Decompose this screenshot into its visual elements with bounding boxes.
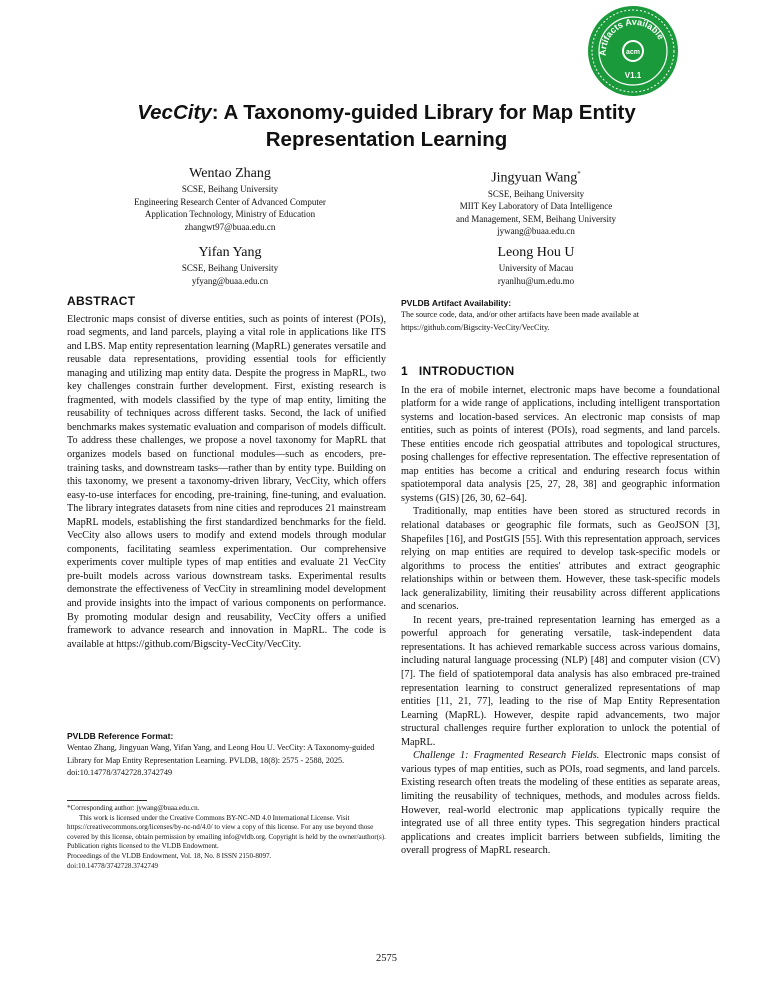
- intro-paragraph: Traditionally, map entities have been stored as structured records in relational databases or geographic file formats, such as GeoJSON [3], Shapefiles [16], and PostGIS [55]. With this representation approach, services relying on map entities are required to develop task-specific models or algorithms to process the entities' attributes and extract geographic relationships within or between them. However, these task-specific models lack generalizability, limiting their reusability across different applications and scenarios.: [401, 506, 720, 613]
- author-affiliation: University of Macau: [498, 263, 574, 273]
- author-affiliation: SCSE, Beihang University: [487, 188, 585, 199]
- author-email: yfyang@buaa.edu.cn: [191, 275, 269, 286]
- author-name: Jingyuan Wang*: [491, 170, 581, 186]
- page-number: 2575: [376, 953, 397, 964]
- artifact-heading: PVLDB Artifact Availability:: [401, 298, 512, 308]
- acm-logo: acm: [625, 49, 641, 56]
- artifacts-available-badge: [586, 4, 680, 98]
- author-block: [80, 244, 380, 287]
- intro-paragraph: In recent years, pre-trained representation learning has emerged as a powerful approach for generating versatile, task-independent data representations. It has achieved remarkable success across various domains, including natural language processing (NLP) [48] and computer vision (CV) [7]. The field of spatiotemporal data analysis has also embraced pre-trained representation learning to construct generalized representations of map entities [11, 21, 77], leading to the rise of Map Entity Representation Learning (MapRL). However, despite rapid advancements, two major structural challenges require further exploration to unlock the potential of MapRL.: [401, 614, 720, 748]
- paper-title: [60, 99, 713, 153]
- abstract-heading: ABSTRACT: [67, 294, 136, 308]
- author-affiliation: SCSE, Beihang University: [181, 184, 279, 194]
- artifact-text: The source code, data, and/or other artifacts have been made available at https://github.com/Bigscity-VecCity/VecCity.: [401, 310, 640, 332]
- intro-paragraph: In the era of mobile internet, electronic maps have become a foundational platform for a wide range of applications, including intelligent transportation systems and location-based services. An electronic map consists of map entities, such as points of interest (POIs), road segments, and land parcels. These entities encode rich geospatial attributes and topological structures, posing challenges for effective representation. The effective representation of map entities has become a critical and enduring research focus within spatiotemporal data analysis [25, 27, 28, 38] and geographic information systems (GIS) [26, 30, 62–64].: [401, 384, 720, 504]
- author-email: ryanlhu@um.edu.mo: [497, 275, 575, 286]
- author-block: [80, 165, 380, 233]
- title-rest: : A Taxonomy-guided Library for Map Entity Representation Learning: [211, 101, 636, 151]
- title-library-name: VecCity: [137, 101, 212, 124]
- footnote-proceedings: Proceedings of the VLDB Endowment, Vol. 18, No. 8 ISSN 2150-8097.: [67, 851, 272, 860]
- challenge-title: Challenge 1: Fragmented Research Fields.: [413, 750, 600, 762]
- author-affiliation: Engineering Research Center of Advanced Computer: [134, 196, 326, 207]
- author-name: Yifan Yang: [198, 245, 262, 260]
- footnote-doi: doi:10.14778/3742728.3742749: [67, 861, 159, 870]
- intro-paragraph: Challenge 1: Fragmented Research Fields. Electronic maps consist of various types of map entities, such as POIs, road segments, and land parcels. Existing research often treats the modeling of these entities as separate areas, limiting the reusability of techniques, methods, and modules across fields. However, real-world electronic map applications typically require the integrated use of all three entity types. This segregation hinders practical applications and creates implicit barriers between subfields, limiting the overall progress of MapRL research.: [401, 750, 720, 857]
- left-column: [67, 295, 386, 651]
- author-affiliation: Application Technology, Ministry of Education: [144, 209, 316, 220]
- badge-version: V1.1: [624, 71, 642, 80]
- introduction-section: [401, 365, 720, 858]
- author-affiliation: and Management, SEM, Beihang University: [456, 213, 616, 224]
- footnote-license: This work is licensed under the Creative Commons BY-NC-ND 4.0 International License. Visit https://creativecommons.org/licenses/by-nc-nd/4.0/ to view a copy of this license. For any use beyond those covered by this license, obtain permission by emailing info@vldb.org. Copyright is held by the owner/author(s). Publication rights licensed to the VLDB Endowment.: [67, 813, 386, 851]
- author-name: Leong Hou U: [497, 245, 575, 260]
- author-affiliation: MIIT Key Laboratory of Data Intelligence: [459, 201, 613, 212]
- author-email: zhangwt97@buaa.edu.cn: [184, 221, 276, 232]
- reference-doi: doi:10.14778/3742728.3742749: [67, 768, 173, 778]
- badge-text: Artifacts Available: [597, 16, 667, 57]
- reference-format: [67, 730, 386, 780]
- reference-text: Wentao Zhang, Jingyuan Wang, Yifan Yang, and Leong Hou U. VecCity: A Taxonomy-guided Library for Map Entity Representation Learning. PVLDB, 18(8): 2575 - 2588, 2025.: [67, 743, 375, 765]
- footnote-rule: [67, 800, 147, 801]
- author-block: [386, 165, 686, 238]
- author-block: [386, 244, 686, 287]
- author-email: jywang@buaa.edu.cn: [497, 226, 575, 237]
- footnote-corresponding: *Corresponding author: jywang@buaa.edu.cn.: [67, 804, 200, 812]
- reference-heading: PVLDB Reference Format:: [67, 731, 174, 741]
- author-name: Wentao Zhang: [189, 166, 271, 181]
- introduction-heading: 1 INTRODUCTION: [401, 364, 515, 378]
- artifact-availability: [401, 297, 720, 334]
- author-affiliation: SCSE, Beihang University: [181, 263, 279, 273]
- abstract-text: Electronic maps consist of diverse entities, such as points of interest (POIs), road segments, and land parcels, playing a vital role in applications like ITS and LBS. Map entity representation learning (MapRL) generates versatile and reusable data representations, providing essential tools for efficiently managing and utilizing map entity data. Despite the progress in MapRL, two key challenges constrain further development. First, existing research is fragmented, with models classified by the type of map entity, limiting the reusability of techniques across different tasks. Second, the lack of unified benchmarks makes systematic evaluation and comparison of models difficult. To address these challenges, we propose a novel taxonomy for MapRL that organizes models based on functional modules—such as encoders, pre-training tasks, and downstream tasks—rather than by entity type. Building on this taxonomy, we present a taxonomy-driven library, VecCity, which offers easy-to-use interfaces for encoding, pre-training, fine-tuning, and evaluation. The library integrates datasets from nine cities and reproduces 21 mainstream MapRL models, establishing the first standardized benchmarks for the field. VecCity also allows users to modify and extend models through modular components, facilitating seamless experimentation. Our comprehensive experiments cover multiple types of map entities and evaluate 21 VecCity pre-built models across various downstream tasks. Experimental results demonstrate the effectiveness of VecCity in streamlining model development and provide insights into the impact of various components on performance. By promoting modular design and reusability, VecCity offers a unified framework to advance research and innovation in MapRL. The code is available at https://github.com/Bigscity-VecCity/VecCity.: [67, 313, 386, 650]
- footnotes: [67, 800, 386, 871]
